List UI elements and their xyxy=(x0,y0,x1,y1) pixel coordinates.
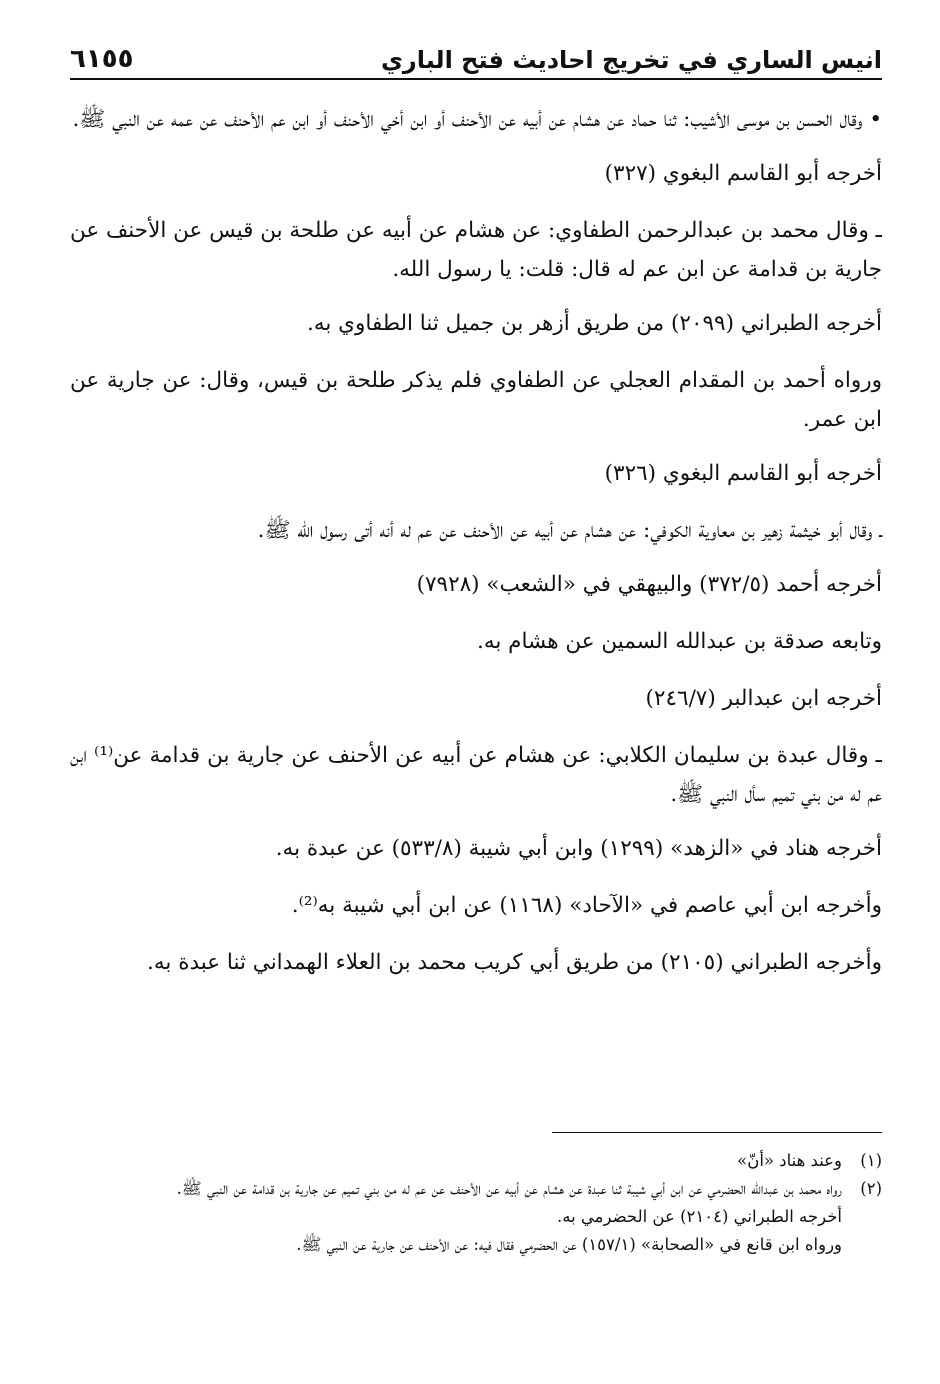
paragraph-ahmad-miqdam: ورواه أحمد بن المقدام العجلي عن الطفاوي فلم يذكر طلحة بن قيس، وقال: عن جارية عن ابن عمر. xyxy=(70,368,882,432)
paragraph-abda-kilabi: ـ وقال عبدة بن سليمان الكلابي: عن هشام عن أبيه عن الأحنف عن جارية بن قدامة عن⁽¹⁾ ابن عم له من بني تميم سأل النبي ﷺ. xyxy=(70,743,882,807)
paragraph-tabarani-2105: وأخرجه الطبراني (٢١٠٥) من طريق أبي كريب محمد بن العلاء الهمداني ثنا عبدة به. xyxy=(147,950,882,975)
paragraph-hannad: أخرجه هناد في «الزهد» (١٢٩٩) وابن أبي شيبة (٥٣٣/٨) عن عبدة به. xyxy=(275,836,882,861)
paragraph-hasan-ashyab: • وقال الحسن بن موسى الأشيب: ثنا حماد عن هشام عن أبيه عن الأحنف أو ابن أخي الأحنف أو ابن عم الأحنف عن عمه عن النبي ﷺ. xyxy=(72,107,882,132)
footnote-number: (٢) xyxy=(860,1179,882,1198)
footnote-text: وعند هناد «أنّ» xyxy=(737,1151,842,1170)
footnotes xyxy=(70,1132,882,1259)
paragraph-ibn-abdilbarr: أخرجه ابن عبدالبر (٢٤٦/٧) xyxy=(645,686,882,711)
paragraph-tabarani-2099: أخرجه الطبراني (٢٠٩٩) من طريق أزهر بن جميل ثنا الطفاوي به. xyxy=(307,311,882,336)
paragraph-ahmad-bayhaqi: أخرجه أحمد (٣٧٢/٥) والبيهقي في «الشعب» (٧٩٢٨) xyxy=(416,572,882,597)
page-number: ٦١٥٥ xyxy=(70,44,134,74)
paragraph-baghawi-327: أخرجه أبو القاسم البغوي (٣٢٧) xyxy=(604,161,882,186)
main-text xyxy=(70,100,882,982)
book-page xyxy=(70,38,882,997)
paragraph-baghawi-326: أخرجه أبو القاسم البغوي (٣٢٦) xyxy=(604,461,882,486)
paragraph-sadaqa: وتابعه صدقة بن عبدالله السمين عن هشام به. xyxy=(476,629,882,654)
footnote-text: رواه محمد بن عبدالله الحضرمي عن ابن أبي شيبة ثنا عبدة عن هشام عن أبيه عن الأحنف عن عم له من بني تميم عن جارية بن قدامة عن النبي ﷺ. xyxy=(176,1179,842,1198)
footnote-1 xyxy=(70,1147,882,1175)
footnote-divider xyxy=(552,1132,882,1133)
footnote-2-continuation: ورواه ابن قانع في «الصحابة» (١٥٧/١) عن الحضرمي فقال فيه: عن الأحنف عن جارية عن النبي ﷺ. xyxy=(296,1235,842,1254)
paragraph-abu-khaythama: ـ وقال أبو خيثمة زهير بن معاوية الكوفي: عن هشام عن أبيه عن الأحنف عن عم له أنه أتى رسول الله ﷺ. xyxy=(257,518,882,543)
paragraph-ibn-abi-asim: وأخرجه ابن أبي عاصم في «الآحاد» (١١٦٨) عن ابن أبي شيبة به⁽²⁾. xyxy=(291,893,882,918)
footnote-2 xyxy=(70,1175,882,1203)
book-title: انيس الساري في تخريج احاديث فتح الباري xyxy=(380,46,882,74)
footnote-number: (١) xyxy=(860,1151,882,1170)
footnote-2-continuation: أخرجه الطبراني (٢١٠٤) عن الحضرمي به. xyxy=(556,1207,842,1226)
paragraph-tufawi: ـ وقال محمد بن عبدالرحمن الطفاوي: عن هشام عن أبيه عن طلحة بن قيس عن الأحنف عن جارية بن قدامة عن ابن عم له قال: قلت: يا رسول الله. xyxy=(70,218,882,282)
running-header xyxy=(70,38,882,80)
